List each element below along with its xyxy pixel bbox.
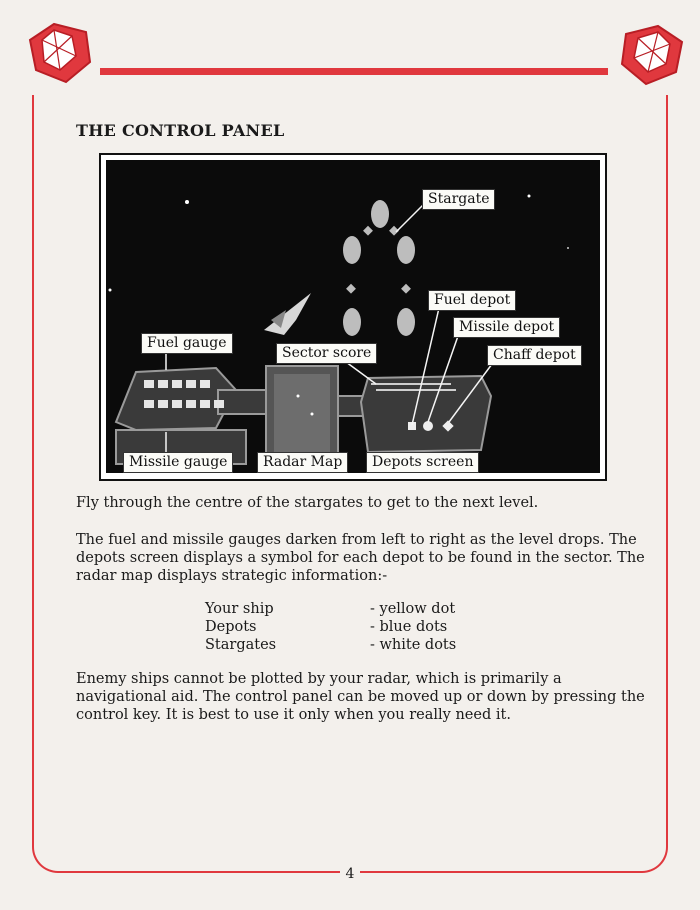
paragraph-3-text: Enemy ships cannot be plotted by your radar, which is primarily a navigational aid. The control panel can be moved up or down by pressing the control key. It is best to use it only when you really need it. <box>76 671 645 723</box>
callout-fuel-depot: Fuel depot <box>428 290 516 311</box>
page-title: THE CONTROL PANEL <box>76 121 285 140</box>
legend-meaning: - yellow dot <box>370 601 456 617</box>
paragraph-gauges <box>76 531 646 585</box>
callout-chaff-depot: Chaff depot <box>487 345 582 366</box>
legend-meaning: - blue dots <box>370 619 448 635</box>
paragraph-radar-note <box>76 670 646 724</box>
callout-missile-gauge: Missile gauge <box>123 452 233 473</box>
top-rule <box>100 68 608 75</box>
page-number: 4 <box>340 866 360 882</box>
gem-icon-right <box>616 20 688 90</box>
paragraph-stargates <box>76 494 646 512</box>
game-screenshot <box>106 160 600 473</box>
legend-item: Stargates <box>205 637 277 653</box>
gem-icon-left <box>24 18 96 88</box>
radar-legend <box>205 600 505 654</box>
paragraph-2-text: The fuel and missile gauges darken from left to right as the level drops. The depots screen displays a symbol for each depot to be found in the sector. The radar map displays strategic information:- <box>76 532 645 584</box>
legend-row <box>205 636 505 654</box>
legend-row <box>205 618 505 636</box>
legend-item: Depots <box>205 619 257 635</box>
callout-fuel-gauge: Fuel gauge <box>141 333 233 354</box>
legend-meaning: - white dots <box>370 637 457 653</box>
paragraph-1-text: Fly through the centre of the stargates to get to the next level. <box>76 495 539 511</box>
legend-item: Your ship <box>205 601 274 617</box>
callout-missile-depot: Missile depot <box>453 317 560 338</box>
callout-radar-map: Radar Map <box>257 452 348 473</box>
callout-stargate: Stargate <box>422 189 495 210</box>
legend-row <box>205 600 505 618</box>
callout-depots-screen: Depots screen <box>366 452 479 473</box>
callout-sector-score: Sector score <box>276 343 377 364</box>
